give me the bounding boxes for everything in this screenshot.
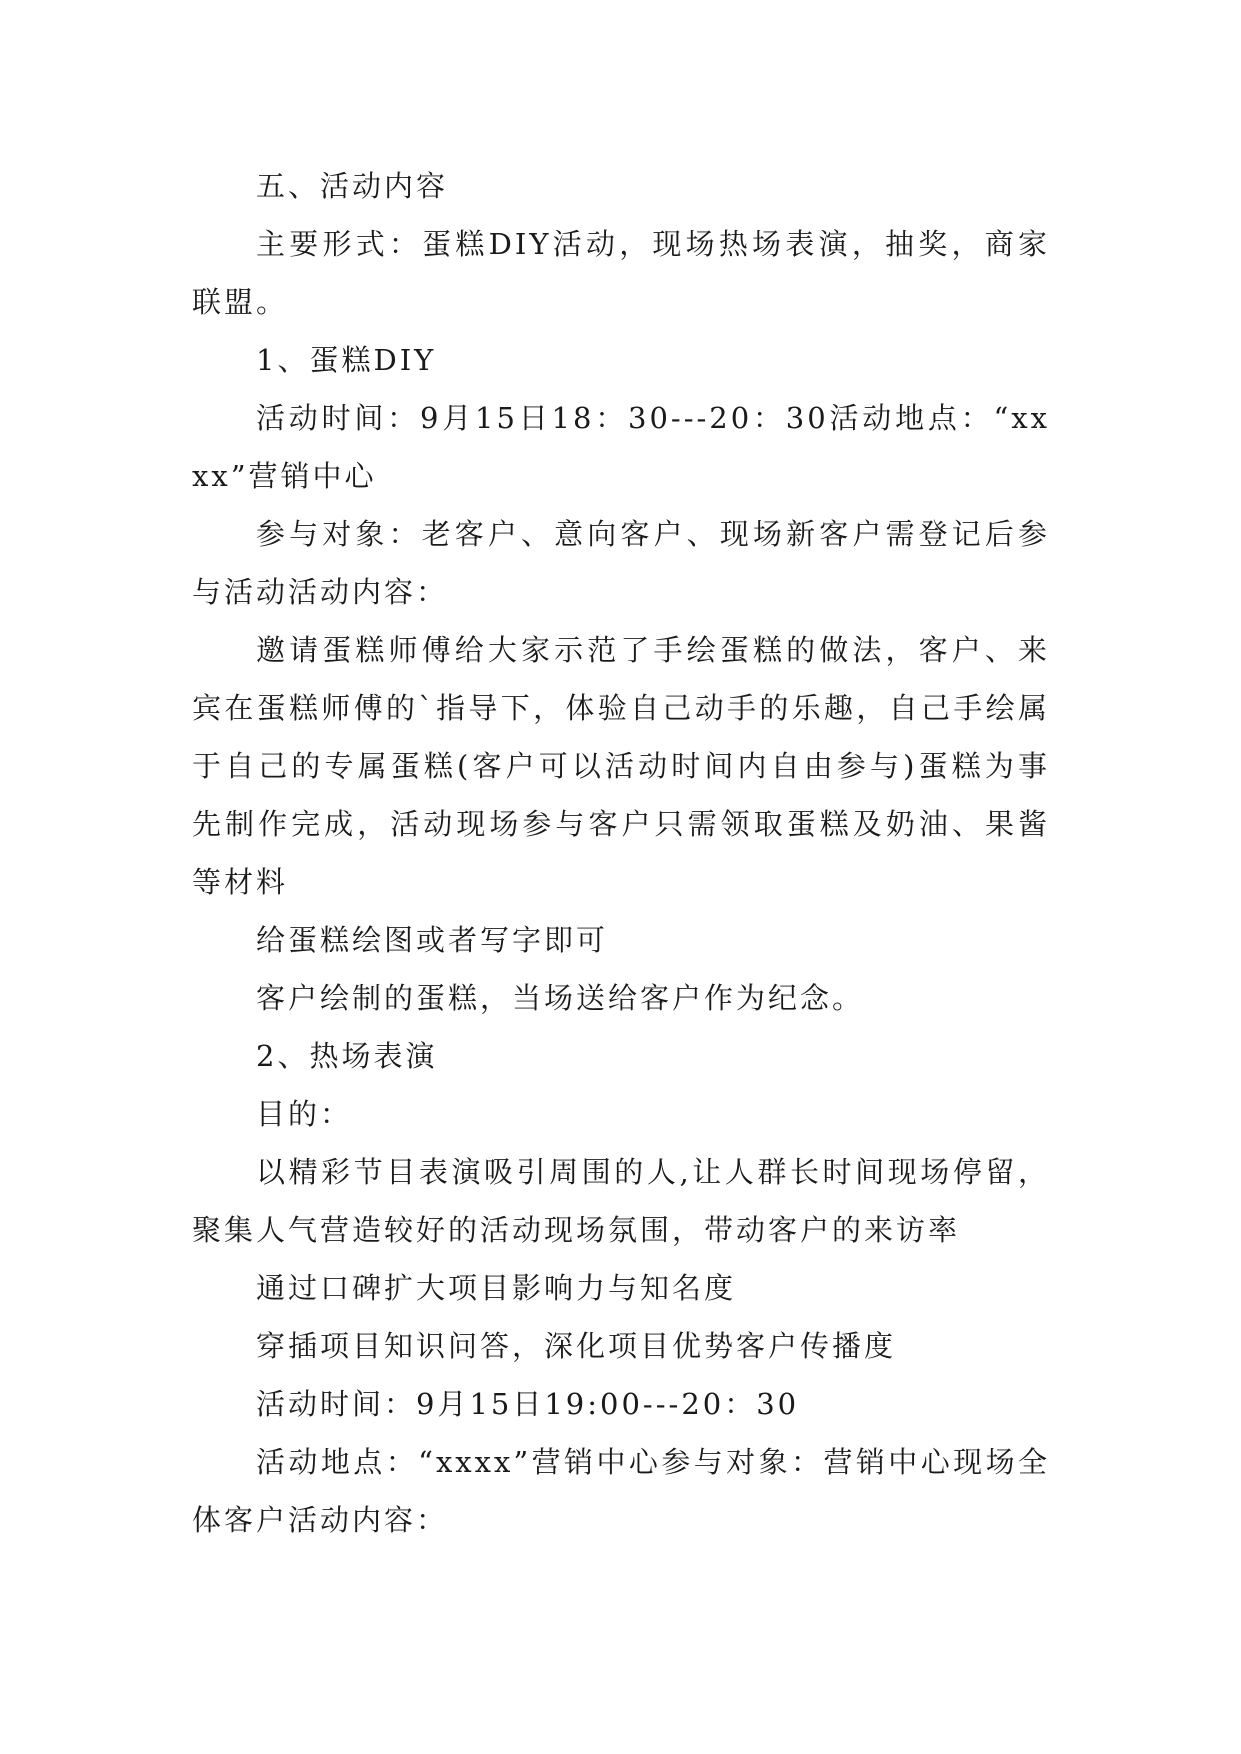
subheading-warmup-performance: 2、热场表演 <box>256 1039 438 1073</box>
document-body <box>192 157 1050 1549</box>
subheading-cake-diy: 1、蛋糕DIY <box>256 343 437 377</box>
paragraph-diy-souvenir: 客户绘制的蛋糕，当场送给客户作为纪念。 <box>256 981 865 1015</box>
paragraph-diy-drawing: 给蛋糕绘图或者写字即可 <box>256 923 609 957</box>
paragraph-purpose-label: 目的： <box>256 1097 353 1131</box>
paragraph-purpose-quiz: 穿插项目知识问答，深化项目优势客户传播度 <box>256 1329 897 1363</box>
paragraph-diy-participants: 参与对象：老客户、意向客户、现场新客户需登记后参与活动活动内容： <box>192 517 1050 609</box>
paragraph-performance-location: 活动地点：“xxxx”营销中心参与对象：营销中心现场全体客户活动内容： <box>192 1445 1050 1537</box>
paragraph-main-forms: 主要形式：蛋糕DIY活动，现场热场表演，抽奖，商家联盟。 <box>192 227 1050 319</box>
paragraph-purpose-word-of-mouth: 通过口碑扩大项目影响力与知名度 <box>256 1271 737 1305</box>
section-heading-activity-content: 五、活动内容 <box>256 169 449 203</box>
paragraph-diy-time-location: 活动时间：9月15日18：30---20：30活动地点：“xxxx”营销中心 <box>192 401 1050 493</box>
paragraph-purpose-attract: 以精彩节目表演吸引周围的人,让人群长时间现场停留，聚集人气营造较好的活动现场氛围，带动客户的来访率 <box>192 1155 1050 1247</box>
paragraph-diy-description: 邀请蛋糕师傅给大家示范了手绘蛋糕的做法，客户、来宾在蛋糕师傅的`指导下，体验自己动手的乐趣，自己手绘属于自己的专属蛋糕(客户可以活动时间内自由参与)蛋糕为事先制作完成，活动现场参与客户只需领取蛋糕及奶油、果酱等材料 <box>192 633 1050 899</box>
paragraph-performance-time: 活动时间：9月15日19:00---20：30 <box>256 1387 800 1421</box>
